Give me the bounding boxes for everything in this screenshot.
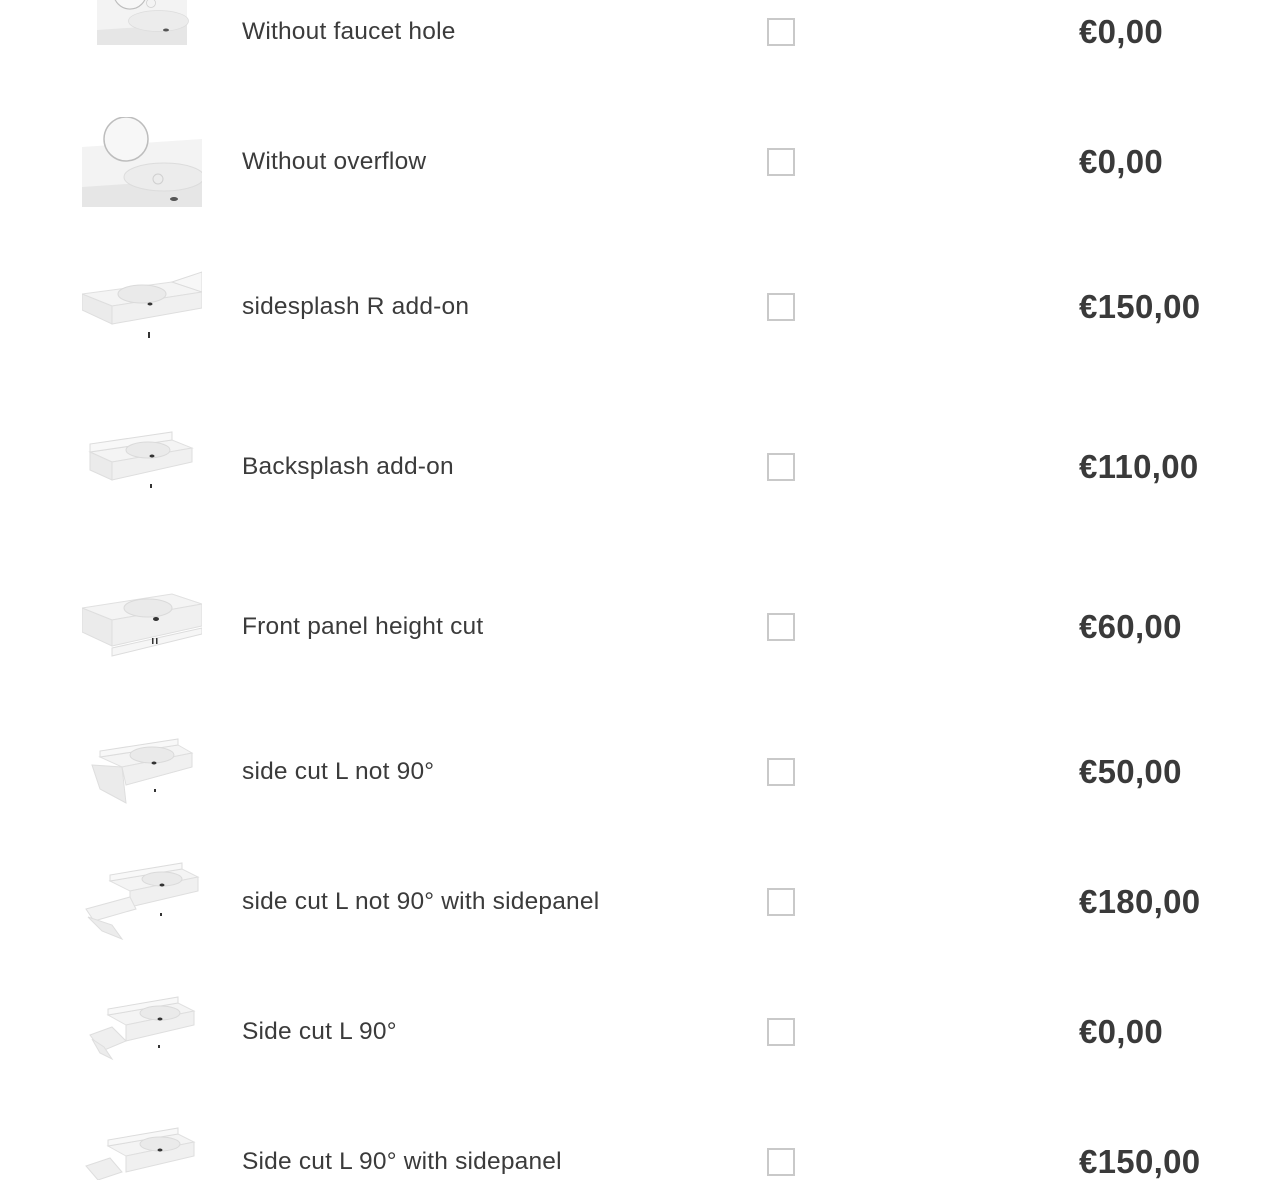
basin-side-cut-angled-sidepanel-icon xyxy=(82,857,202,947)
basin-front-panel-cut-icon xyxy=(82,582,202,672)
basin-backsplash-icon xyxy=(82,422,202,512)
option-checkbox[interactable] xyxy=(767,758,795,786)
option-label: sidesplash R add-on xyxy=(242,293,470,320)
option-checkbox[interactable] xyxy=(767,1018,795,1046)
basin-side-cut-angled-icon xyxy=(82,727,202,817)
option-label: Side cut L 90° with sidepanel xyxy=(242,1148,562,1175)
option-label: Side cut L 90° xyxy=(242,1018,397,1045)
option-price: €60,00 xyxy=(1079,608,1182,645)
option-checkbox[interactable] xyxy=(767,1148,795,1176)
basin-sidesplash-right-icon xyxy=(82,262,202,352)
option-price: €0,00 xyxy=(1079,13,1164,50)
option-checkbox[interactable] xyxy=(767,888,795,916)
option-price: €50,00 xyxy=(1079,753,1182,790)
option-label: Front panel height cut xyxy=(242,613,484,640)
option-checkbox[interactable] xyxy=(767,293,795,321)
option-label: Backsplash add-on xyxy=(242,453,454,480)
basin-no-overflow-icon xyxy=(82,117,202,207)
option-price: €180,00 xyxy=(1079,883,1201,920)
option-label: side cut L not 90° xyxy=(242,758,435,785)
option-checkbox[interactable] xyxy=(767,18,795,46)
option-price: €150,00 xyxy=(1079,1143,1201,1180)
option-label: side cut L not 90° with sidepanel xyxy=(242,888,600,915)
option-price: €0,00 xyxy=(1079,143,1164,180)
basin-no-faucet-hole-icon xyxy=(82,0,202,45)
option-checkbox[interactable] xyxy=(767,148,795,176)
basin-side-cut-square-icon xyxy=(82,987,202,1077)
option-price: €110,00 xyxy=(1079,448,1199,485)
option-price: €150,00 xyxy=(1079,288,1201,325)
option-label: Without overflow xyxy=(242,148,427,175)
option-checkbox[interactable] xyxy=(767,613,795,641)
option-price: €0,00 xyxy=(1079,1013,1164,1050)
option-label: Without faucet hole xyxy=(242,18,456,45)
option-checkbox[interactable] xyxy=(767,453,795,481)
basin-side-cut-square-sidepanel-icon xyxy=(82,1122,202,1180)
